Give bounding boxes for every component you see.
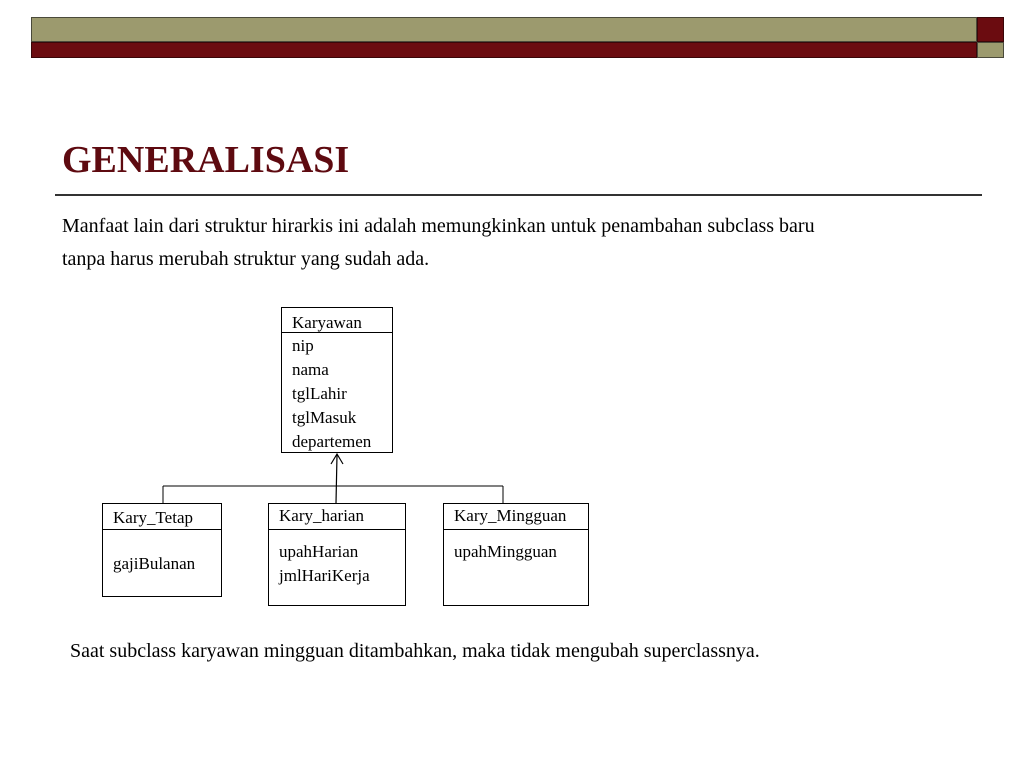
class-kary-mingguan: [443, 503, 589, 606]
class-kary-tetap-name: Kary_Tetap: [103, 504, 221, 530]
attribute: upahHarian: [279, 542, 359, 561]
slide-title: GENERALISASI: [62, 139, 350, 181]
intro-line-2: tanpa harus merubah struktur yang sudah ada.: [62, 248, 430, 270]
class-karyawan: [281, 307, 393, 453]
attribute: tglLahir: [292, 384, 347, 403]
attribute: jmlHariKerja: [279, 566, 370, 585]
class-kary-harian-attributes: [269, 530, 405, 588]
attribute: gajiBulanan: [113, 554, 196, 573]
class-kary-harian: [268, 503, 406, 606]
class-kary-tetap: [102, 503, 222, 597]
attribute: upahMingguan: [454, 542, 557, 561]
class-kary-harian-name: Kary_harian: [269, 504, 405, 530]
attribute: nip: [292, 336, 314, 355]
attribute: departemen: [292, 432, 372, 451]
class-kary-mingguan-attributes: [444, 530, 588, 564]
intro-line-1: Manfaat lain dari struktur hirarkis ini adalah memungkinkan untuk penambahan subclass baru: [62, 215, 815, 237]
class-kary-mingguan-name: Kary_Mingguan: [444, 504, 588, 530]
footer-note: Saat subclass karyawan mingguan ditambahkan, maka tidak mengubah superclassnya.: [70, 640, 760, 662]
class-karyawan-name: Karyawan: [282, 308, 392, 333]
class-kary-tetap-attributes: [103, 530, 221, 576]
attribute: tglMasuk: [292, 408, 357, 427]
class-karyawan-attributes: [282, 333, 392, 454]
attribute: nama: [292, 360, 329, 379]
